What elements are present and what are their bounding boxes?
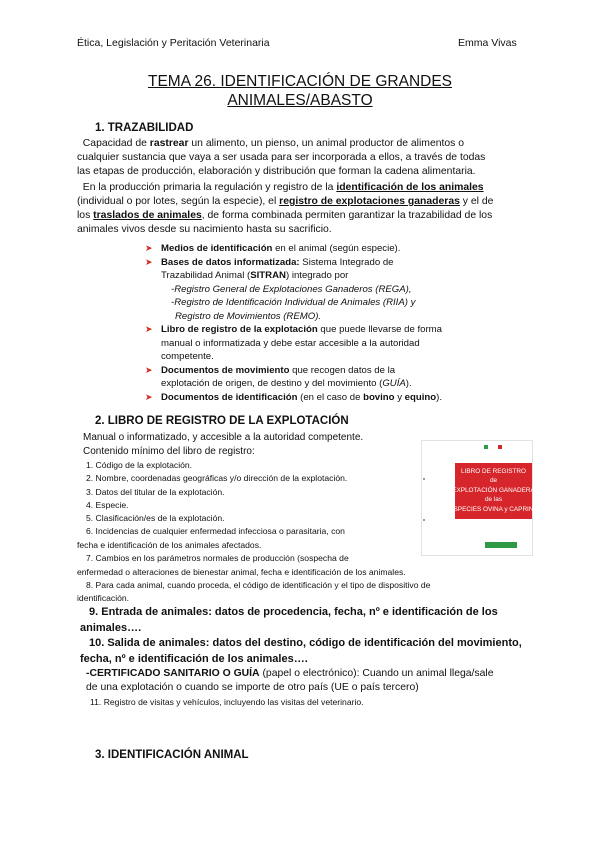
libro-intro: Manual o informatizado, y accesible a la autoridad competente. Contenido mínimo del libro de registro: <box>83 432 364 457</box>
list-item: ➤ Documentos de identificación (en el caso de bovino y equino). <box>145 391 442 403</box>
svg-text:de: de <box>489 477 498 484</box>
list-item: 11. Registro de visitas y vehículos, incluyendo las visitas del veterinario. <box>90 697 364 707</box>
list-item: ➤ Medios de identificación en el animal (según especie). <box>145 243 401 254</box>
cover-illustration <box>421 440 533 556</box>
list-item: 4. Especie. <box>86 499 129 510</box>
arrow-bullet-icon: ➤ <box>145 256 153 267</box>
list-item: 1. Código de la explotación. <box>86 460 193 470</box>
title-line-1: TEMA 26. IDENTIFICACIÓN DE GRANDES <box>147 73 453 90</box>
section-heading-identificacion-animal: 3. IDENTIFICACIÓN ANIMAL <box>95 749 249 761</box>
arrow-bullet-icon: ➤ <box>145 243 153 253</box>
list-item: 2. Nombre, coordenadas geográficas y/o dirección de la explotación. <box>86 473 348 484</box>
header-author: Emma Vivas <box>458 37 517 49</box>
paragraph-primary-production: En la producción primaria la regulación y registro de la identificación de los animales (individual o por lotes, según la especie), el registro de explotaciones ganaderas y el de los traslados de animales, de forma combinada permiten garantizar la trazabilidad de los animales vivos desde su nacimiento hasta su sacrificio. <box>77 182 494 235</box>
list-item: 8. Para cada animal, cuando proceda, el código de identificación y el tipo de dispositivo de <box>86 579 431 590</box>
certificado-sanitario: -CERTIFICADO SANITARIO O GUÍA (papel o electrónico): Cuando un animal llega/sale de una explotación o cuando se importe de otro país (UE o país tercero) <box>86 668 494 693</box>
libro-registro-cover-image <box>421 440 533 556</box>
svg-text:LIBRO DE REGISTRO: LIBRO DE REGISTRO <box>461 468 526 475</box>
list-item: ➤ Documentos de movimiento que recogen datos de la explotación de origen, de destino y del movimiento (GUÍA). <box>145 364 412 389</box>
libro-item-10: 10. Salida de animales: datos del destino, código de identificación del movimiento, fecha, nº e identificación de los animales…. <box>80 637 522 665</box>
list-item: ➤ Libro de registro de la explotación que puede llevarse de forma manual o informatizada y debe estar accesible a la autoridad competente. <box>145 324 442 362</box>
arrow-bullet-icon: ➤ <box>145 364 153 375</box>
page-title <box>0 72 600 110</box>
section-heading-trazabilidad: 1. TRAZABILIDAD <box>95 122 194 134</box>
arrow-bullet-icon: ➤ <box>145 324 153 334</box>
title-line-2: ANIMALES/ABASTO <box>227 92 373 109</box>
svg-text:EXPLOTACIÓN GANADERA: EXPLOTACIÓN GANADERA <box>452 487 533 494</box>
libro-content-list <box>86 459 416 539</box>
list-item: 7. Cambios en los parámetros normales de producción (sospecha de <box>86 553 349 564</box>
svg-text:ESPECIES OVINA y CAPRINA: ESPECIES OVINA y CAPRINA <box>449 506 533 513</box>
list-item: 6. Incidencias de cualquier enfermedad infecciosa o parasitaria, con <box>86 526 345 537</box>
arrow-bullet-icon: ➤ <box>145 391 153 402</box>
header-course-title: Ética, Legislación y Peritación Veterinaria <box>77 37 270 49</box>
svg-text:de las: de las <box>484 496 503 503</box>
libro-content-list-continued: fecha e identificación de los animales afectados. 7. Cambios en los parámetros normales de producción (sospecha de enfermedad o alteraciones de bienestar animal, fecha e identificación de los animales. 8. Para cada animal, cuando proceda, el código de identificación y el tipo de dispositivo de identificación. <box>77 539 547 605</box>
paragraph-trazabilidad-definition: Capacidad de rastrear un alimento, un pienso, un animal productor de alimentos o cualquier sustancia que vaya a ser usada para ser incorporada a ellos, a través de todas las etapas de producción, elaboración y distribución que forman la cadena alimentaria. <box>77 138 486 177</box>
list-item: 5. Clasificación/es de la explotación. <box>86 513 225 524</box>
list-item: 3. Datos del titular de la explotación. <box>86 486 225 497</box>
section-heading-libro-registro: 2. LIBRO DE REGISTRO DE LA EXPLOTACIÓN <box>95 415 349 427</box>
traceability-bullet-list <box>145 242 475 404</box>
libro-item-9: 9. Entrada de animales: datos de procedencia, fecha, nº e identificación de los animales…. <box>80 606 498 634</box>
list-item: ➤ Bases de datos informatizada: Sistema Integrado de Trazabilidad Animal (SITRAN) integrado por -Registro General de Explotaciones Ganaderos (REGA), -Registro de Identificación Individual de Animales (RIIA) y Registro de Movimientos (REMO). <box>145 256 416 322</box>
